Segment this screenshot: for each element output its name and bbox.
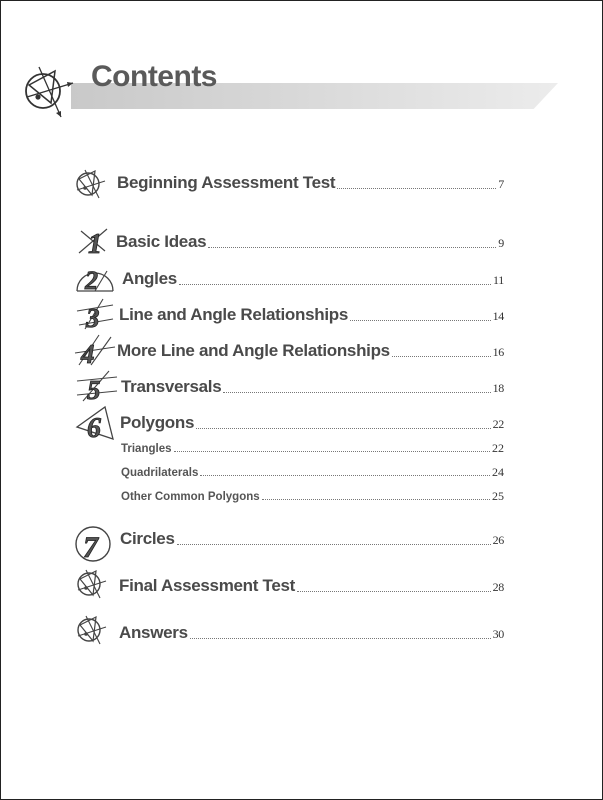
entry-page-number: 18 — [492, 381, 504, 395]
subentry-page-number: 25 — [492, 489, 504, 503]
dot-leader — [297, 591, 491, 592]
toc-entry[interactable] — [120, 529, 504, 549]
chapter-number: 2 — [85, 266, 98, 295]
dot-leader — [223, 392, 490, 393]
entry-label: Circles — [120, 529, 175, 548]
subentry-page-number: 24 — [492, 465, 504, 479]
chapter-3-icon — [75, 297, 115, 331]
chapter-7-icon — [73, 521, 113, 565]
toc-subentry[interactable] — [121, 465, 504, 480]
dot-leader — [337, 188, 496, 189]
entry-label: Polygons — [120, 413, 195, 432]
dot-leader — [350, 320, 491, 321]
toc-entry[interactable] — [117, 341, 504, 361]
answers-compass-icon — [74, 613, 108, 645]
dot-leader — [208, 247, 496, 248]
geometry-logo-icon — [21, 61, 83, 123]
entry-page-number: 9 — [498, 236, 504, 250]
toc-entry[interactable] — [117, 173, 504, 193]
chapter-number: 1 — [88, 229, 102, 259]
toc-entry[interactable] — [119, 305, 504, 325]
subentry-label: Triangles — [121, 443, 172, 455]
chapter-1-icon — [75, 223, 111, 259]
toc-subentry[interactable] — [121, 441, 504, 456]
chapter-number: 6 — [87, 413, 101, 444]
entry-label: Angles — [122, 269, 177, 288]
dot-leader — [174, 451, 491, 452]
dot-leader — [196, 428, 490, 429]
toc-entry[interactable] — [121, 377, 504, 397]
entry-label: Transversals — [121, 377, 222, 396]
subentry-label: Other Common Polygons — [121, 491, 260, 503]
entry-label: Final Assessment Test — [119, 576, 296, 595]
toc-entry[interactable] — [119, 576, 504, 596]
entry-label: Line and Angle Relationships — [119, 305, 348, 324]
toc-entry[interactable] — [116, 232, 504, 252]
entry-page-number: 14 — [492, 309, 504, 323]
page-title: Contents — [91, 60, 217, 93]
chapter-number: 4 — [81, 339, 95, 367]
subentry-page-number: 22 — [492, 441, 504, 455]
chapter-4-icon — [73, 333, 117, 367]
dot-leader — [200, 475, 490, 476]
entry-label: More Line and Angle Relationships — [117, 341, 390, 360]
assessment-compass-icon — [73, 167, 107, 199]
dot-leader — [262, 499, 490, 500]
dot-leader — [190, 638, 491, 639]
entry-page-number: 30 — [492, 627, 504, 641]
entry-label: Beginning Assessment Test — [117, 173, 336, 192]
entry-page-number: 7 — [498, 177, 504, 191]
entry-label: Basic Ideas — [116, 232, 207, 251]
entry-page-number: 22 — [492, 417, 504, 431]
chapter-2-icon — [73, 261, 115, 295]
toc-entry[interactable] — [119, 623, 504, 643]
chapter-5-icon — [75, 369, 119, 403]
toc-entry[interactable] — [120, 413, 504, 433]
assessment-compass-icon — [74, 567, 108, 599]
entry-page-number: 11 — [493, 273, 504, 287]
entry-label: Answers — [119, 623, 188, 642]
entry-page-number: 26 — [492, 533, 504, 547]
entry-page-number: 16 — [492, 345, 504, 359]
chapter-number: 3 — [86, 303, 100, 331]
dot-leader — [179, 284, 491, 285]
subentry-label: Quadrilaterals — [121, 467, 199, 479]
chapter-number: 5 — [87, 375, 101, 403]
entry-page-number: 28 — [492, 580, 504, 594]
toc-subentry[interactable] — [121, 489, 504, 504]
chapter-6-icon — [73, 405, 117, 445]
dot-leader — [392, 356, 491, 357]
toc-entry[interactable] — [122, 269, 504, 289]
chapter-number: 7 — [83, 531, 98, 564]
dot-leader — [177, 544, 491, 545]
